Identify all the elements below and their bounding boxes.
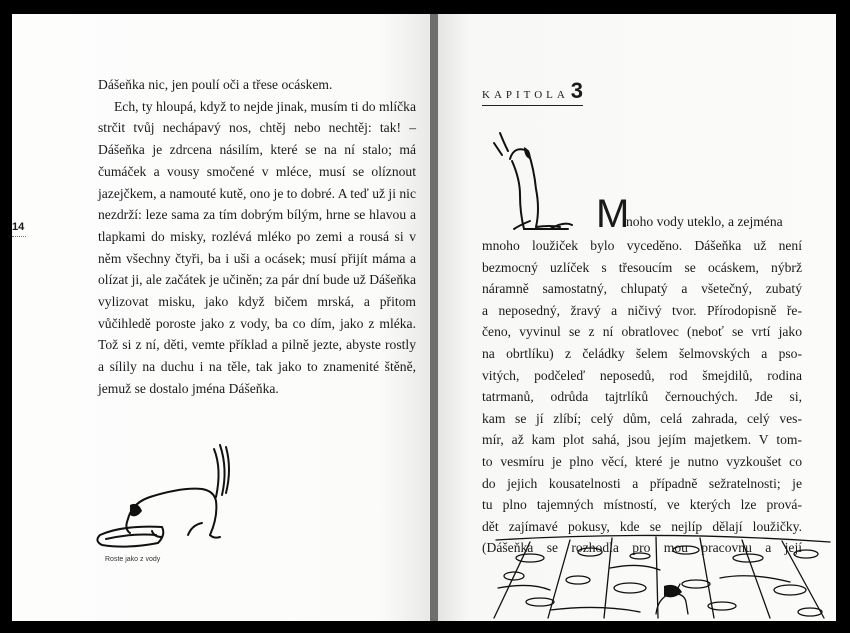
- howling-dog-illustration: [490, 129, 580, 239]
- text-line: do jejich kousatelnosti a případně sežratelnosti; je: [482, 475, 802, 491]
- book-gutter: [430, 14, 438, 621]
- text-line: vitých, podčeleď neposedů, rod šmejdilů, rodina: [482, 367, 802, 383]
- text-line: dět zajímavé pokusy, kde se nejlíp dělají loužičky.: [482, 518, 802, 534]
- left-page: [12, 14, 430, 621]
- text-line: bezmocný uzlíček s třesoucím se ocáskem, nýbrž: [482, 259, 802, 275]
- left-page-text: [98, 74, 416, 400]
- text-line: mnoho loužiček bylo vyceděno. Dášeňka už není: [482, 238, 802, 253]
- text-line: kam se jí zlíbí; celý dům, celá zahrada, celý ves-: [482, 410, 802, 426]
- text-line: mír, až kam plot sahá, jsou jejím majetkem. V tom-: [482, 432, 802, 448]
- text-line: na obrtlíku) z čeládky šelem šelmovských a pso-: [482, 345, 802, 361]
- paragraph-2: Ech, ty hloupá, když to nejde jinak, musím ti do mlíčka strčit tvůj nechápavý nos, chtěj nebo nechtěj: tak! – Dášeňka je zdrcena násilím, které se na ní stalo; má čumáček a vousy smočené v mléce, musí se olíznout jazejčkem, a namouté kutě, ono je to dobré. A teď už ji nic nezdrží: leze sama za tím dobrým bílým, hrne se hlavou a tlapkami do misky, rozlévá mléko po zemi a rousá si v něm všechny čtyři, ba i uši a ocásek; musí přijít máma a olízat ji, ale začátek je učiněn; za pár dní bude už Dášeňka vylizovat misku, jako když bičem mrská, a přitom vůčihledě poroste jako z vody, ba co dím, jako z mléka. Tož si z ní, děti, vemte příklad a pilně jezte, abyste rostly a sílily na duchu i na těle, tak jako to znamenité štěně, jemuž se dostalo jména Dášeňka.: [98, 98, 416, 396]
- right-page: [438, 14, 836, 621]
- text-line: čeno, vyvinul se z ní obratlovec (neboť se vrtí jako: [482, 324, 802, 340]
- text-line: náramně samostatný, chlupatý a všetečný, zubatý: [482, 281, 802, 297]
- text-line: tu plno tajemných místností, ve kterých lze prová-: [482, 497, 802, 513]
- paragraph-1: Dášeňka nic, jen poulí oči a třese ocáskem.: [98, 77, 333, 92]
- chapter-label: KAPITOLA: [482, 89, 569, 101]
- right-page-text: [482, 235, 802, 559]
- dog-drinking-illustration: [92, 439, 252, 554]
- chapter-first-line: noho vody uteklo, a zejména: [626, 214, 783, 229]
- page-number: 14: [12, 221, 25, 233]
- text-line: to vesmíru je plno věcí, které je nutno vyzkoušet co: [482, 453, 802, 469]
- floor-puddles-illustration: [490, 528, 836, 621]
- chapter-heading: [482, 78, 583, 106]
- page-number-rule: [12, 236, 26, 237]
- text-line: (Dášeňka se rozhodla pro mou pracovnu a její: [482, 540, 802, 556]
- illustration-caption: Roste jako z vody: [105, 556, 161, 563]
- text-line: a neposedný, žravý a ničivý tvor. Přírodopisně ře-: [482, 302, 802, 318]
- drop-cap: M: [596, 192, 630, 236]
- text-line: tatrmanů, odrůda tajtrlíků černouchých. Jde si,: [482, 389, 802, 405]
- chapter-number: 3: [570, 78, 584, 103]
